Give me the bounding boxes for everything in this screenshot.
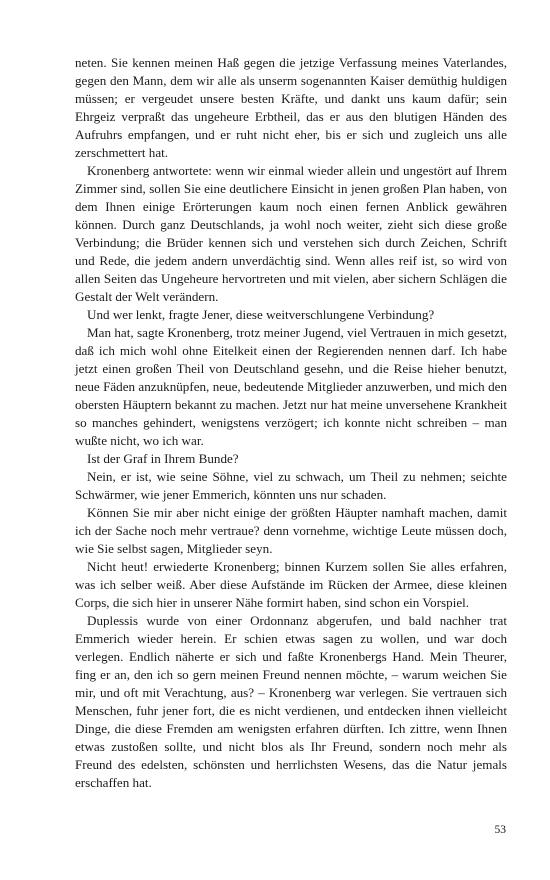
paragraph: Können Sie mir aber nicht einige der größten Häupter namhaft machen, damit ich der Sache noch mehr vertraue? denn vornehme, wichtige Leute müssen doch, wie Sie selbst sagen, Mitglieder seyn. (75, 505, 507, 556)
paragraph: Kronenberg antwortete: wenn wir einmal wieder allein und ungestört auf Ihrem Zimmer sind, sollen Sie eine deutlichere Einsicht in jenen großen Plan haben, von dem Ihnen einige Erörterungen kaum noch einen fernen Anblick gewähren können. Durch ganz Deutschlands, ja wohl noch weiter, zieht sich diese große Verbindung; die Brüder kennen sich und verstehen sich durch Zeichen, Schrift und Rede, die jedem andern unverdächtig sind. Wenn alles reif ist, so wird von allen Seiten das Ungeheure hervortreten und mit vielen, aber sichern Schlägen die Gestalt der Welt verändern. (75, 163, 507, 304)
page-number: 53 (494, 824, 506, 836)
paragraph: Ist der Graf in Ihrem Bunde? (87, 451, 239, 466)
body-text (75, 54, 507, 792)
paragraph: Nein, er ist, wie seine Söhne, viel zu schwach, um Theil zu nehmen; seichte Schwärmer, wie jener Emmerich, könnten uns nur schaden. (75, 469, 507, 502)
paragraph: Duplessis wurde von einer Ordonnanz abgerufen, und bald nachher trat Emmerich wieder herein. Er schien etwas sagen zu wollen, und war doch verlegen. Endlich näherte er sich und faßte Kronenbergs Hand. Mein Theurer, fing er an, den ich so gern meinen Freund nennen möchte, – warum weichen Sie mir, und oft mit Verachtung, aus? – Kronenberg war verlegen. Sie vertrauen sich Menschen, fuhr jener fort, die es nicht verdienen, und entdecken ihnen vielleicht Dinge, die diese Fremden am wenigsten erfahren dürften. Ich zittre, wenn Ihnen etwas zustoßen sollte, und nicht blos als Ihr Freund, sondern noch mehr als Freund des edelsten, schönsten und herrlichsten Wesens, das die Natur jemals erschaffen hat. (75, 613, 507, 790)
paragraph: neten. Sie kennen meinen Haß gegen die jetzige Verfassung meines Vaterlandes, gegen den Mann, dem wir alle als unserm sogenannten Kaiser demüthig huldigen müssen; er vergeudet unsere besten Kräfte, und dankt uns kaum dafür; sein Ehrgeiz verpraßt das ungeheure Erbtheil, das er aus den blutigen Händen des Aufruhrs empfangen, und er ruht nicht eher, bis er sich und zugleich uns alle zerschmettert hat. (75, 55, 507, 160)
paragraph: Und wer lenkt, fragte Jener, diese weitverschlungene Verbindung? (87, 307, 435, 322)
paragraph: Nicht heut! erwiederte Kronenberg; binnen Kurzem sollen Sie alles erfahren, was ich selber weiß. Aber diese Aufstände im Rücken der Armee, diese kleinen Corps, die sich hier in unserer Nähe formirt haben, sind schon ein Vorspiel. (75, 559, 507, 610)
paragraph: Man hat, sagte Kronenberg, trotz meiner Jugend, viel Vertrauen in mich gesetzt, daß ich mich wohl ohne Eitelkeit einen der Regierenden nennen darf. Ich habe jetzt einen großen Theil von Deutschland gesehn, und die Reise hieher benutzt, neue Fäden anzuknüpfen, neue, bedeutende Mitglieder anzuwerben, und mich den obersten Häuptern bekannt zu machen. Jetzt nur hat meine unversehene Krankheit so manches gehindert, wenigstens verzögert; ich konnte nicht schreiben – man wußte nicht, wo ich war. (75, 325, 507, 448)
